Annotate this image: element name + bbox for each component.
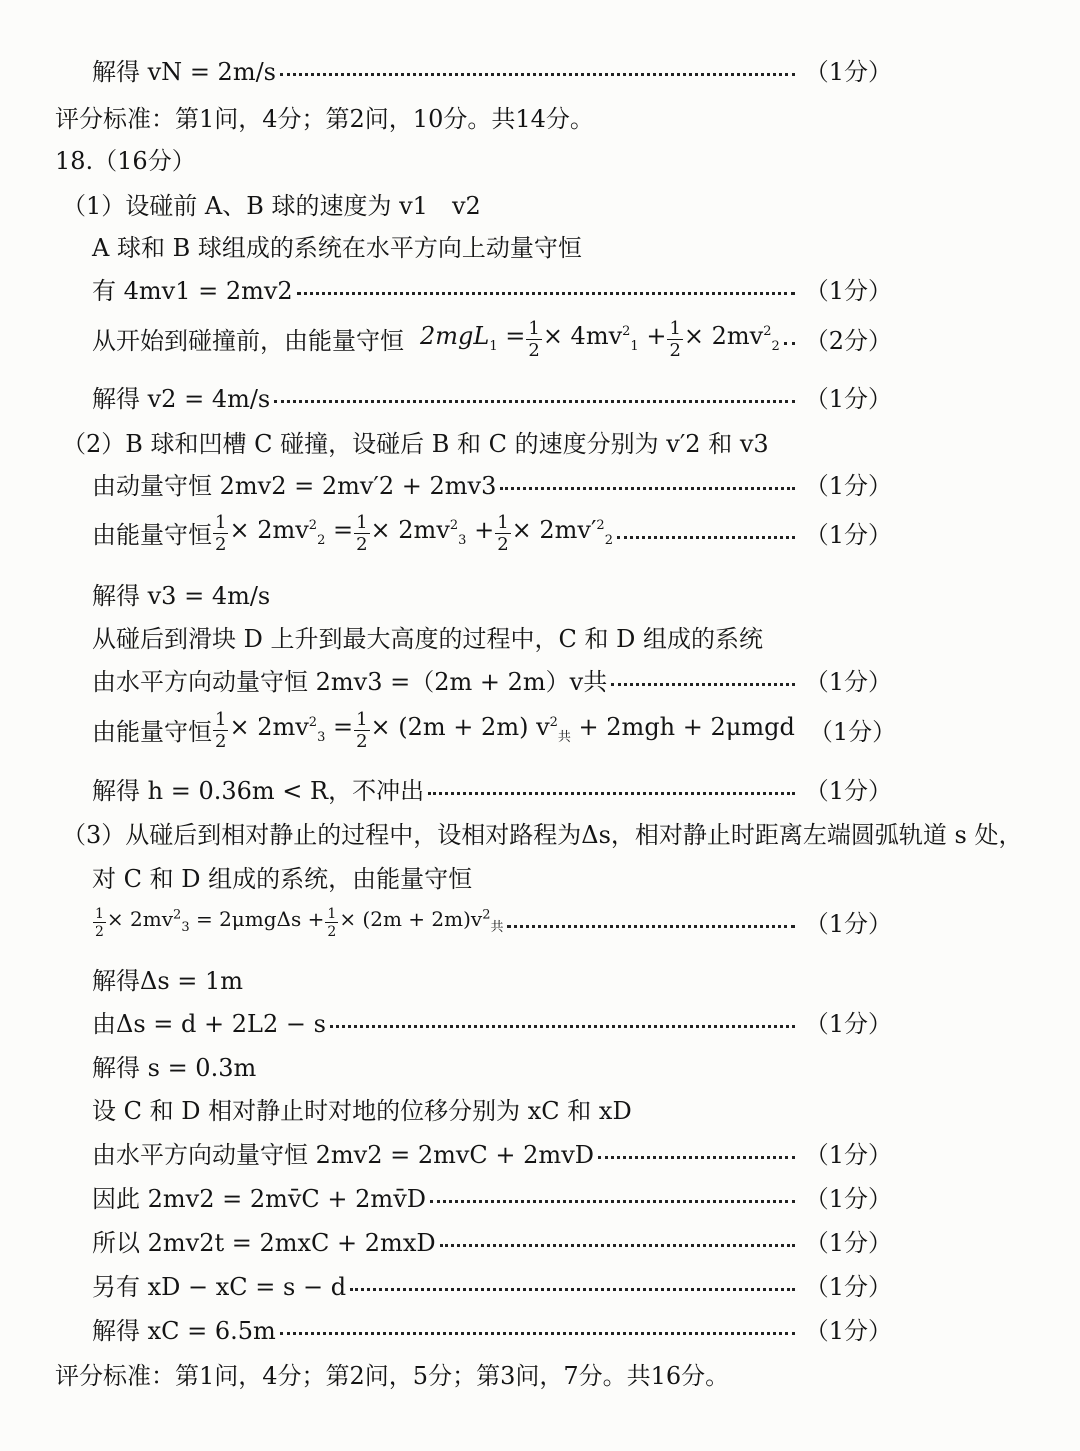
line-text: A 球和 B 球组成的系统在水平方向上动量守恒: [92, 233, 582, 262]
line-energy-eq-1: [92, 312, 892, 364]
line-text: 由水平方向动量守恒 2mv2 = 2mvC + 2mvD: [92, 1140, 594, 1169]
dot-leader: [611, 681, 795, 686]
dot-leader: [280, 1330, 795, 1335]
eq-term: × $2mv^2_2$ =: [229, 516, 354, 548]
fraction-half: [213, 514, 228, 554]
line-xc-result: [92, 1305, 892, 1351]
eq-term: × $2mv^2_3$ +: [370, 516, 495, 548]
eq-term-text: × (2m + 2m)v: [339, 907, 483, 931]
line-v3-result: [92, 570, 270, 616]
line-text: 有 4mv1 = 2mv2: [92, 276, 293, 305]
line-text: 解得 xC = 6.5m: [92, 1316, 276, 1345]
eq-term-text: × 2mv: [106, 907, 174, 931]
eq-term-text: × 4mv: [542, 322, 623, 351]
dot-leader: [440, 1242, 795, 1247]
score-label: （1分）: [804, 57, 892, 86]
fraction-half: [93, 907, 106, 939]
grading-criteria-17: [55, 93, 594, 139]
frac-den: 2: [356, 731, 368, 752]
frac-den: 2: [327, 924, 337, 940]
equation: [92, 709, 795, 752]
line-text: 解得 vN = 2m/s: [92, 57, 276, 86]
frac-num: 1: [356, 709, 368, 730]
eq-term: × $4mv^2_1$ +: [542, 322, 667, 354]
eq-term-text: × 2mv: [370, 516, 450, 545]
line-text: 解得 v2 = 4m/s: [92, 384, 271, 413]
line-delta-s-relation: [92, 998, 892, 1044]
line-displacement-def: [92, 1085, 632, 1131]
score-label: （1分）: [804, 276, 892, 305]
line-momentum-statement: [92, 222, 582, 268]
equation: [92, 512, 613, 555]
line-collision-momentum: [92, 460, 892, 506]
equation: [92, 905, 504, 940]
dot-leader: [428, 790, 795, 795]
dot-leader: [617, 534, 795, 539]
dot-leader: [598, 1154, 795, 1159]
frac-num: 1: [356, 512, 368, 533]
line-momentum-eq: [92, 265, 892, 311]
line-h-result: [92, 765, 892, 811]
line-s-result: [92, 1042, 256, 1088]
line-text: 解得 s = 0.3m: [92, 1053, 257, 1082]
eq-term: × $2mv^2_2$: [683, 322, 780, 354]
line-text: 评分标准：第1问，4分；第2问，10分。共14分。: [55, 104, 594, 133]
frac-den: 2: [356, 534, 368, 555]
part-3-heading: [62, 809, 1023, 855]
eq-term: × $2mv^2_3$ =: [229, 713, 354, 745]
eq-term: × $(2m + 2m)v^2_共$: [339, 907, 504, 935]
line-system-statement: [92, 613, 763, 659]
dot-leader: [430, 1198, 795, 1203]
equation: [92, 318, 780, 361]
part-2-heading: [62, 418, 769, 464]
dot-leader: [330, 1023, 795, 1028]
eq-term-text: + 2mgh + 2μmgd: [570, 713, 795, 742]
eq-term-text: × 2mv: [683, 322, 764, 351]
dot-leader: [274, 398, 794, 403]
fraction-half: [526, 320, 541, 360]
dot-leader: [500, 485, 794, 490]
score-label: （1分）: [804, 667, 892, 696]
eq-lhs: 2mgL$_1$ =: [420, 322, 526, 354]
line-horizontal-momentum: [92, 656, 892, 702]
score-label: （1分）: [804, 1184, 892, 1213]
line-text: 因此 2mv2 = 2mv̄C + 2mv̄D: [92, 1184, 426, 1213]
line-text: 从碰后到滑块 D 上升到最大高度的过程中，C 和 D 组成的系统: [92, 624, 763, 653]
part-1-heading: [62, 180, 481, 226]
line-text: 设 C 和 D 相对静止时对地的位移分别为 xC 和 xD: [92, 1096, 632, 1125]
score-label: （1分）: [804, 471, 892, 500]
line-vn-result: [92, 46, 892, 92]
line-text: 解得 v3 = 4m/s: [92, 581, 271, 610]
frac-den: 2: [497, 534, 509, 555]
frac-den: 2: [669, 340, 681, 361]
frac-num: 1: [669, 318, 681, 339]
score-label: （1分）: [804, 520, 892, 549]
line-friction-energy: [92, 895, 892, 947]
line-text: （1）设碰前 A、B 球的速度为 v1 v2: [62, 191, 481, 220]
dot-leader: [784, 340, 795, 345]
score-label: （1分）: [804, 909, 892, 938]
line-momentum-cd: [92, 1129, 892, 1175]
eq-term-text: × 2mv: [229, 516, 309, 545]
eq-term-text: × 2mv′: [511, 516, 597, 545]
line-text: 另有 xD − xC = s − d: [92, 1272, 347, 1301]
frac-num: 1: [215, 709, 227, 730]
line-text: （2）B 球和凹槽 C 碰撞，设碰后 B 和 C 的速度分别为 v′2 和 v3: [62, 429, 769, 458]
fraction-half: [495, 514, 510, 554]
line-text: 所以 2mv2t = 2mxC + 2mxD: [92, 1228, 436, 1257]
frac-num: 1: [215, 512, 227, 533]
line-prefix: 由能量守恒: [92, 717, 212, 746]
score-label: （1分）: [804, 1140, 892, 1169]
frac-den: 2: [215, 534, 227, 555]
eq-term: × $2mv'^2_2$: [511, 516, 613, 548]
line-displacement-diff: [92, 1261, 892, 1307]
eq-term-text: × (2m + 2m) v: [370, 713, 550, 742]
score-label: （1分）: [804, 776, 892, 805]
line-average-velocity: [92, 1173, 892, 1219]
line-energy-height: [92, 703, 897, 755]
line-collision-energy: [92, 506, 892, 558]
fraction-half: [325, 907, 338, 939]
score-label: （1分）: [804, 1272, 892, 1301]
eq-term: × $2mv^2_3 = 2\mu mg\Delta s$ +: [106, 907, 325, 935]
fraction-half: [213, 711, 228, 751]
eq-term-text: = 2μmgΔs +: [189, 907, 325, 931]
score-label: （1分）: [808, 717, 897, 746]
line-text: 对 C 和 D 组成的系统，由能量守恒: [92, 864, 473, 893]
eq-term: 2mgL: [420, 322, 490, 351]
frac-den: 2: [95, 924, 104, 940]
dot-leader: [297, 290, 795, 295]
line-text: （3）从碰后到相对静止的过程中，设相对路程为Δs，相对静止时距离左端圆弧轨道 s 处，: [62, 820, 1023, 849]
line-text: 解得 h = 0.36m < R，不冲出: [92, 776, 425, 805]
line-prefix: 由能量守恒: [92, 520, 212, 549]
line-text: 评分标准：第1问，4分；第2问，5分；第3问，7分。共16分。: [55, 1361, 730, 1390]
line-text: 由Δs = d + 2L2 − s: [92, 1009, 326, 1038]
line-text: 由动量守恒 2mv2 = 2mv′2 + 2mv3: [92, 471, 497, 500]
score-label: （1分）: [804, 1228, 892, 1257]
line-text: 18.（16分）: [55, 146, 196, 175]
score-label: （1分）: [804, 1009, 892, 1038]
line-prefix: 从开始到碰撞前，由能量守恒: [92, 326, 404, 355]
score-label: （1分）: [804, 1316, 892, 1345]
eq-term: × (2m + 2m) $v^2_共 + 2mgh + 2\mu mgd$: [370, 713, 795, 745]
frac-num: 1: [497, 512, 509, 533]
frac-num: 1: [327, 906, 337, 922]
score-label: （1分）: [804, 384, 892, 413]
line-energy-statement: [92, 853, 472, 899]
fraction-half: [667, 320, 682, 360]
question-18-heading: [55, 135, 196, 181]
dot-leader: [507, 923, 794, 928]
line-text: 解得Δs = 1m: [92, 966, 244, 995]
line-displacement-eq: [92, 1217, 892, 1263]
fraction-half: [354, 711, 369, 751]
frac-den: 2: [215, 731, 227, 752]
line-v2-result: [92, 373, 892, 419]
frac-den: 2: [528, 340, 540, 361]
frac-num: 1: [528, 318, 540, 339]
line-text: 由水平方向动量守恒 2mv3 =（2m + 2m）v共: [92, 667, 608, 696]
grading-criteria-18: [55, 1350, 729, 1396]
fraction-half: [354, 514, 369, 554]
score-label: （2分）: [804, 326, 892, 355]
eq-term-text: × 2mv: [229, 713, 309, 742]
dot-leader: [280, 71, 795, 76]
frac-num: 1: [95, 906, 104, 922]
line-delta-s-result: [92, 955, 243, 1001]
dot-leader: [350, 1286, 795, 1291]
